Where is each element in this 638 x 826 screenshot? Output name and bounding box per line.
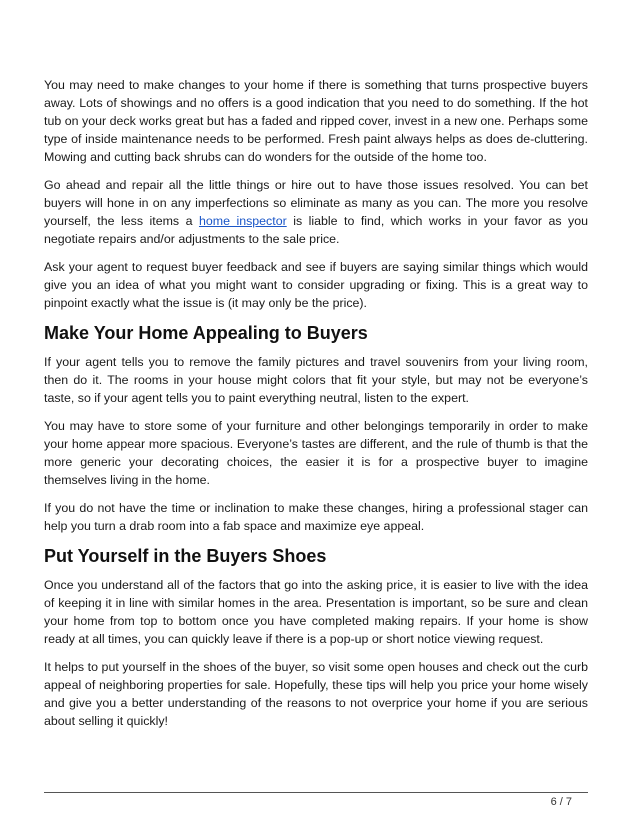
intro-paragraph-2-text-after: is liable to find, which works in your favor as you negotiate repairs and/or adjustments to the sale price. <box>44 214 588 246</box>
footer-divider <box>44 792 588 793</box>
section-heading-buyers-shoes: Put Yourself in the Buyers Shoes <box>44 546 327 566</box>
home-inspector-link[interactable]: home inspector <box>198 214 287 228</box>
appealing-paragraph-3: If you do not have the time or inclination to make these changes, hiring a professional stager can help you turn a drab room into a fab space and maximize eye appeal. <box>44 501 588 533</box>
appealing-paragraph-1: If your agent tells you to remove the family pictures and travel souvenirs from your living room, then do it. The rooms in your house might colors that fit your style, but may not be everyone’s taste, so if your agent tells you to paint everything neutral, listen to the expert. <box>44 355 588 405</box>
intro-paragraph-2-text-before: Go ahead and repair all the little things or hire out to have those issues resolved. You can bet buyers will hone in on any imperfections so eliminate as many as you can. The more you resolve yourself, the less items a <box>44 178 588 228</box>
page-number: 6 / 7 <box>550 796 572 808</box>
intro-paragraph-3: Ask your agent to request buyer feedback and see if buyers are saying similar things which would give you an idea of what you might want to consider upgrading or fixing. This is a great way to pinpoint exactly what the issue is (it may only be the price). <box>44 260 588 310</box>
intro-paragraph-1: You may need to make changes to your home if there is something that turns prospective buyers away. Lots of showings and no offers is a good indication that you need to do something. If the hot tub on your deck works great but has a faded and ripped cover, invest in a new one. Perhaps some type of inside maintenance needs to be performed. Fresh paint always helps as does de-cluttering. Mowing and cutting back shrubs can do wonders for the outside of the home too. <box>44 78 588 164</box>
buyers-shoes-paragraph-1: Once you understand all of the factors that go into the asking price, it is easier to live with the idea of keeping it in line with similar homes in the area. Presentation is important, so be sure and clean your home from top to bottom once you have completed making repairs. If your home is show ready at all times, you can quickly leave if there is a pop-up or short notice viewing request. <box>44 578 588 646</box>
buyers-shoes-paragraph-2: It helps to put yourself in the shoes of the buyer, so visit some open houses and check out the curb appeal of neighboring properties for sale. Hopefully, these tips will help you price your home wisely and give you a better understanding of the reasons to not overprice your home if you are serious about selling it quickly! <box>44 660 588 728</box>
section-heading-appealing: Make Your Home Appealing to Buyers <box>44 323 368 343</box>
intro-paragraph-2 <box>44 176 588 248</box>
appealing-paragraph-2: You may have to store some of your furniture and other belongings temporarily in order to make your home appear more spacious. Everyone’s tastes are different, and the rule of thumb is that the more generic your decorating choices, the easier it is for a prospective buyer to imagine themselves living in the home. <box>44 419 588 487</box>
document-body <box>44 76 588 740</box>
